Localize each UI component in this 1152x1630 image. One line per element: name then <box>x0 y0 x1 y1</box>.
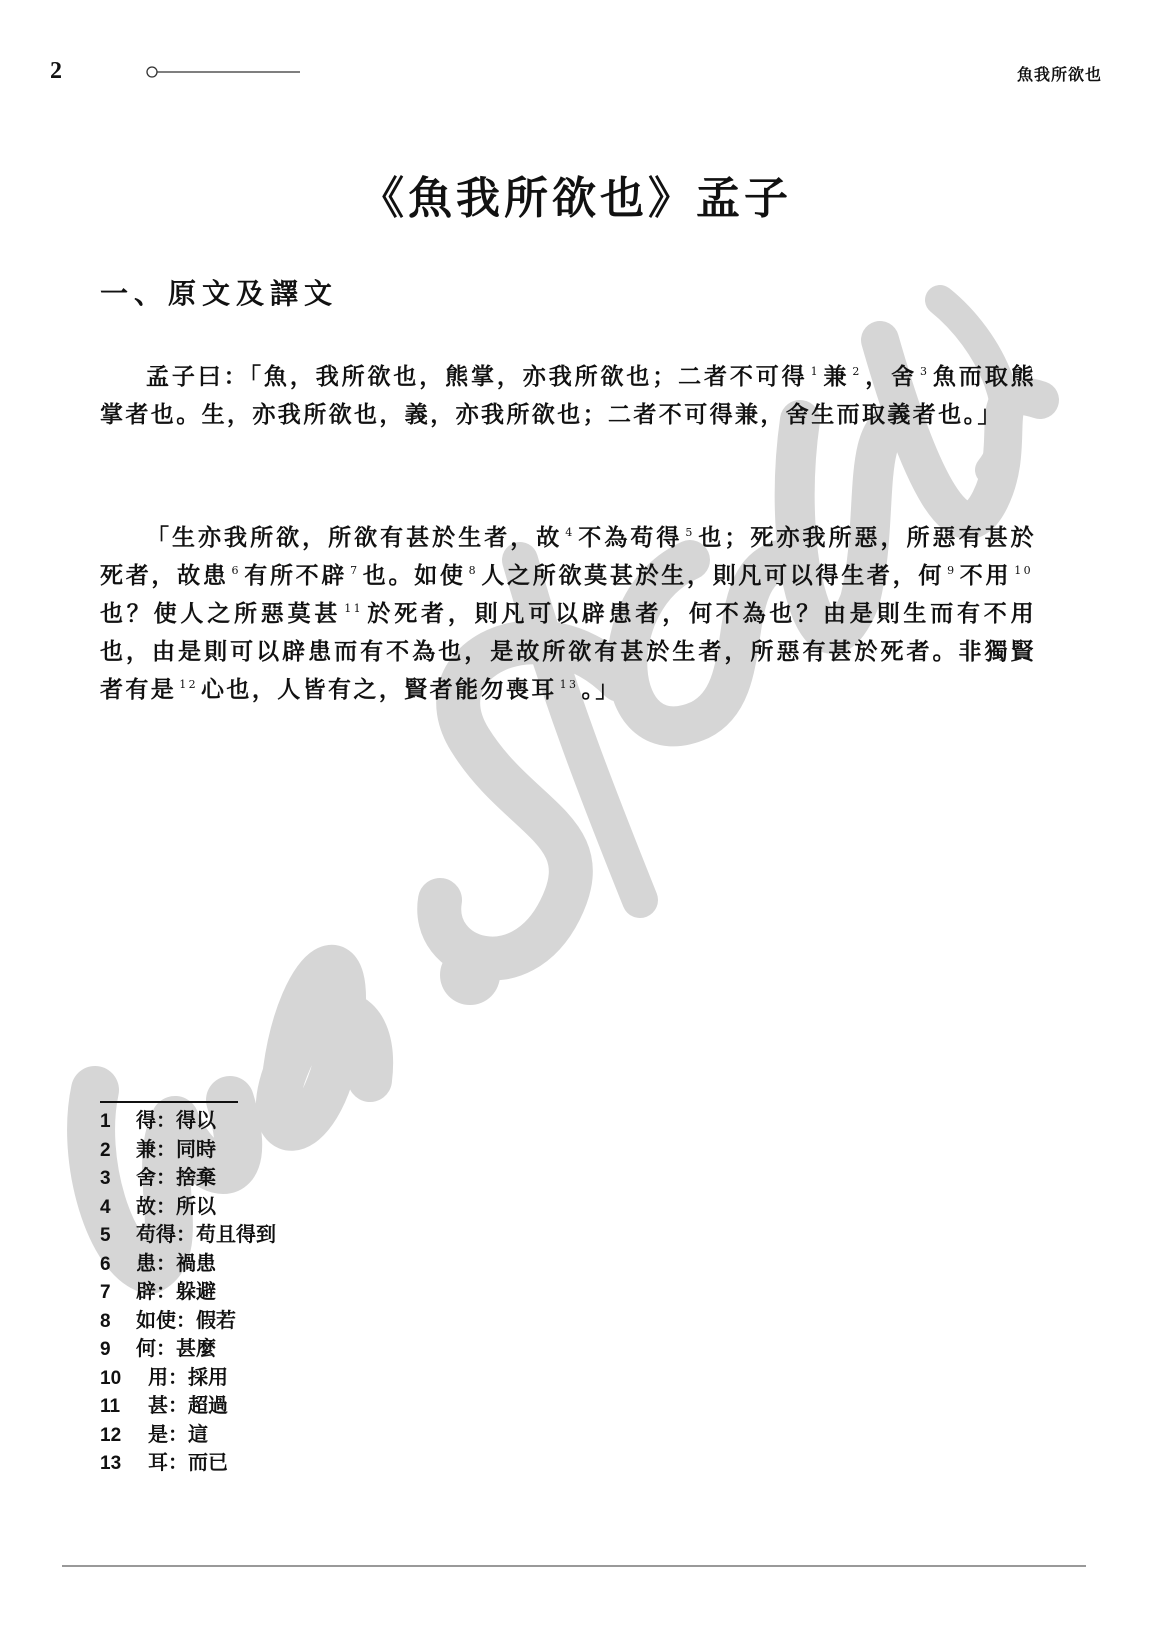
footnote-number: 7 <box>100 1282 111 1303</box>
footnote-text: 患：禍患 <box>136 1250 216 1275</box>
footnote-number: 4 <box>100 1196 111 1218</box>
footnote-number: 8 <box>100 1310 111 1332</box>
footnote-text: 是：這 <box>148 1421 208 1446</box>
footnote-ref: 3 <box>920 365 930 379</box>
text-run: 不為苟得 <box>577 524 683 551</box>
footnote-ref: 7 <box>350 564 360 578</box>
footnote-item <box>100 1364 276 1393</box>
footnote-text: 故：所以 <box>136 1193 216 1218</box>
footnote-ref: 5 <box>685 526 695 540</box>
footnote-text: 兼：同時 <box>136 1136 216 1161</box>
text-run: ，舍 <box>864 363 918 390</box>
text-run: 魚而取熊掌者也。生，亦我所欲也，義，亦我所欲也；二者不可得兼，舍生而取義者也。」 <box>100 363 1036 428</box>
footnote-ref: 2 <box>852 365 862 379</box>
footnote-item <box>100 1250 276 1279</box>
text-run: 有所不辟 <box>243 562 348 589</box>
text-run: 也；死亦我所惡，所惡有甚於死者，故患 <box>100 524 1036 589</box>
footnote-number: 10 <box>100 1367 122 1389</box>
text-run: 於死者，則凡可以辟患者，何不為也？由是則生而有不用也，由是則可以辟患而有不為也，是故所欲有甚於生者，所惡有甚於死者。非獨賢者有是 <box>100 600 1036 703</box>
footnote-number: 2 <box>100 1139 111 1161</box>
footnote-number: 1 <box>100 1111 111 1132</box>
footnote-item <box>100 1136 276 1165</box>
footnote-text: 甚：超過 <box>148 1393 228 1417</box>
page-title: 《魚我所欲也》孟子 <box>360 173 792 224</box>
section-heading: 一、原文及譯文 <box>100 277 339 310</box>
footnote-text: 得：得以 <box>136 1108 216 1132</box>
footnote-text: 如使：假若 <box>136 1307 236 1332</box>
footnote-number: 12 <box>100 1424 122 1446</box>
footnote-item <box>100 1307 276 1336</box>
text-run: 孟子曰：「魚，我所欲也，熊掌，亦我所欲也；二者不可得 <box>146 363 808 390</box>
footnote-ref: 13 <box>559 678 579 692</box>
footnote-number: 3 <box>100 1168 111 1189</box>
footnote-text: 用：採用 <box>148 1364 228 1389</box>
paragraph-2-text <box>100 519 1036 709</box>
footnote-separator <box>100 1101 238 1103</box>
footnote-number: 9 <box>100 1339 111 1360</box>
page-number: 2 <box>50 58 62 84</box>
footnote-item <box>100 1278 276 1307</box>
footnote-ref: 1 <box>810 365 820 379</box>
footnote-item <box>100 1449 276 1478</box>
footnote-text: 苟得：苟且得到 <box>136 1222 276 1246</box>
text-run: 「生亦我所欲，所欲有甚於生者，故 <box>146 524 563 551</box>
footnote-item <box>100 1392 276 1421</box>
footnote-item <box>100 1164 276 1193</box>
footnote-item <box>100 1107 276 1136</box>
footnote-list <box>100 1107 276 1478</box>
footnote-ref: 6 <box>231 564 241 578</box>
paragraph-1-text <box>100 358 1036 434</box>
text-run: 兼 <box>822 363 850 390</box>
text-run: 也？使人之所惡莫甚 <box>100 600 342 627</box>
footnote-ref: 4 <box>565 526 575 540</box>
footnote-ref: 9 <box>947 564 957 578</box>
header-rule <box>146 66 302 78</box>
text-run: 人之所欲莫甚於生，則凡可以得生者，何 <box>481 562 945 589</box>
footnote-number: 13 <box>100 1453 122 1474</box>
footnote-ref: 10 <box>1014 564 1034 578</box>
footnote-text: 舍：捨棄 <box>136 1165 216 1189</box>
footnote-item <box>100 1193 276 1222</box>
footnote-text: 何：甚麼 <box>136 1336 216 1360</box>
footer-rule <box>62 1565 1086 1567</box>
text-run: 。」 <box>581 676 621 703</box>
footnote-ref: 8 <box>468 564 479 578</box>
running-head: 魚我所欲也 <box>1016 65 1102 84</box>
text-run: 心也，人皆有之，賢者能勿喪耳 <box>201 676 557 703</box>
footnote-number: 11 <box>100 1396 121 1417</box>
footnote-text: 耳：而已 <box>148 1450 228 1474</box>
text-run: 也。如使 <box>362 562 466 589</box>
text-run: 不用 <box>959 562 1012 589</box>
paragraph-2 <box>100 519 1036 709</box>
footnote-ref: 12 <box>179 678 199 692</box>
paragraph-1 <box>100 358 1036 434</box>
footnote-item <box>100 1421 276 1450</box>
footnote-text: 辟：躲避 <box>136 1279 216 1303</box>
footnote-number: 5 <box>100 1225 111 1246</box>
footnote-number: 6 <box>100 1253 111 1275</box>
footnote-item <box>100 1221 276 1250</box>
footnote-item <box>100 1335 276 1364</box>
footnote-ref: 11 <box>344 602 364 616</box>
